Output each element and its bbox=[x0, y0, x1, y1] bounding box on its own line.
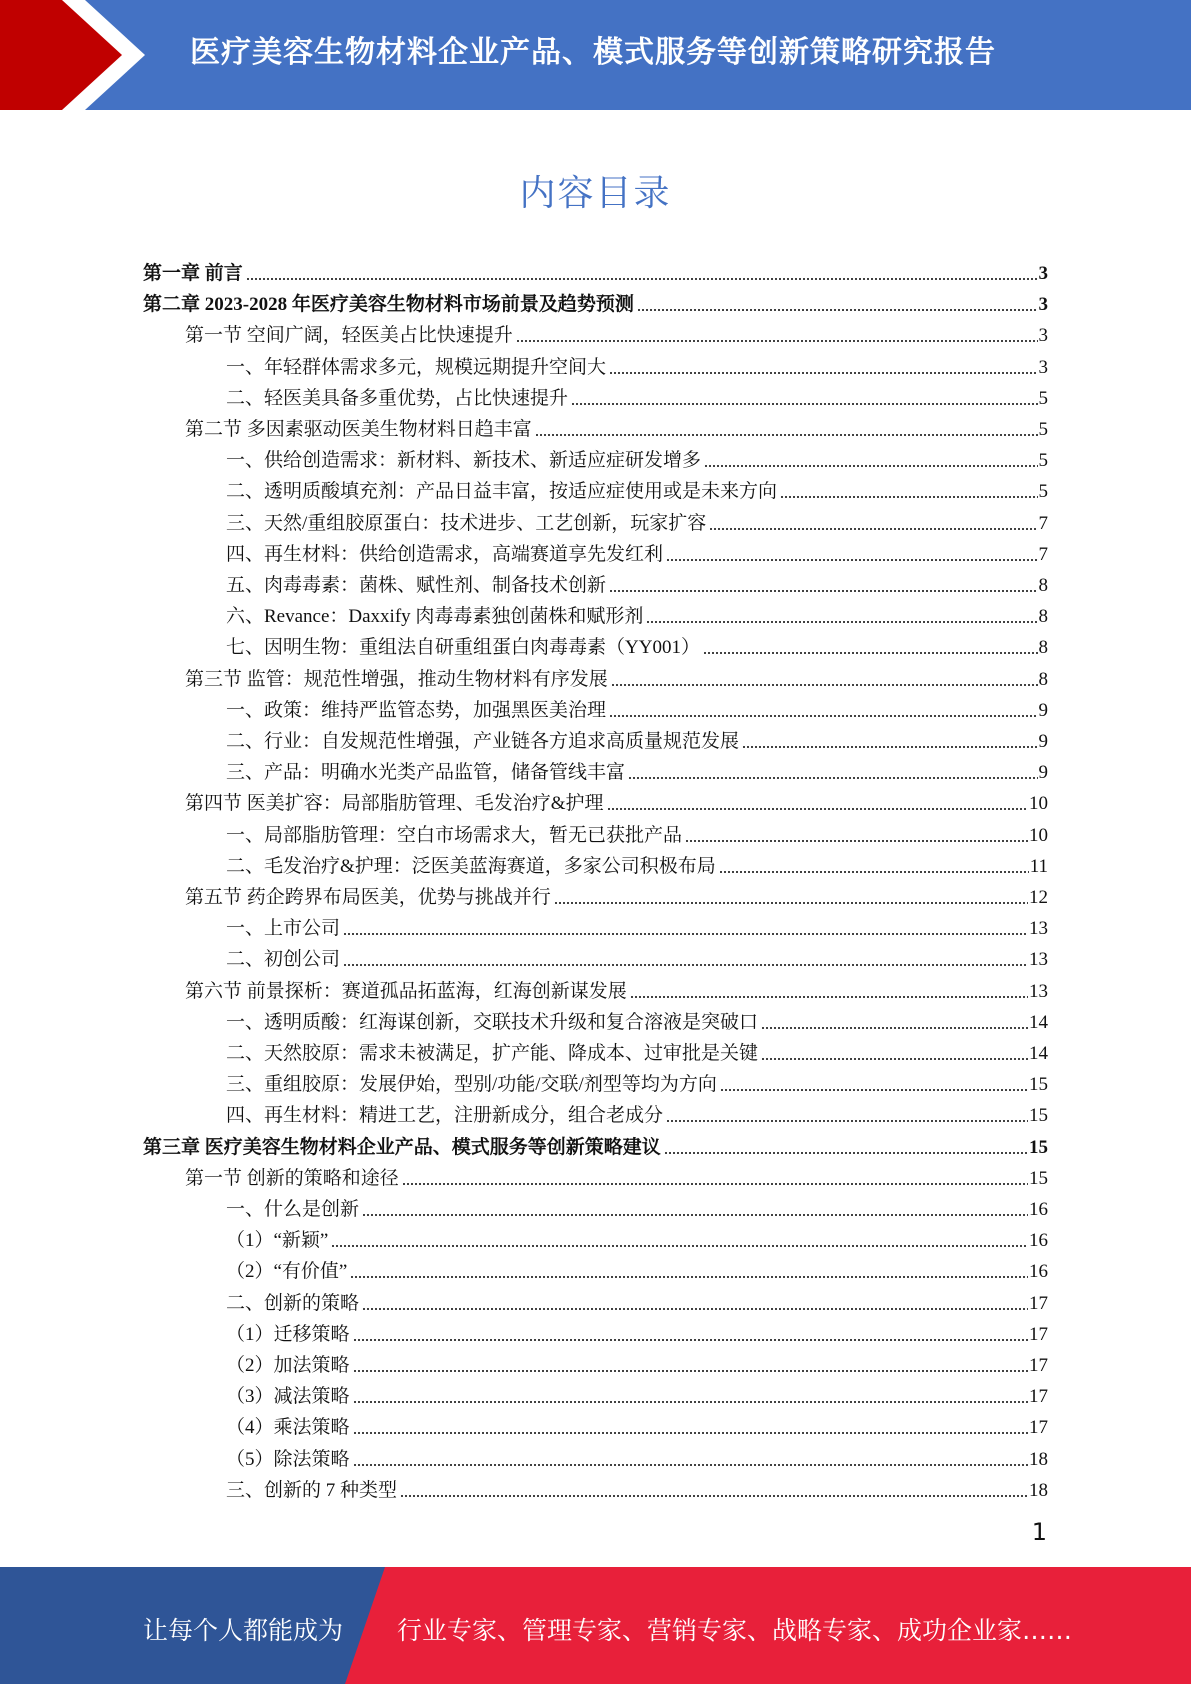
toc-dot-leader bbox=[343, 933, 1028, 935]
toc-entry[interactable] bbox=[226, 1065, 1048, 1096]
toc-dot-leader bbox=[719, 871, 1029, 873]
toc-dot-leader bbox=[350, 1276, 1028, 1278]
toc-entry-page: 15 bbox=[1029, 1074, 1048, 1096]
toc-entry-title: 三、天然/重组胶原蛋白：技术进步、工艺创新，玩家扩容 bbox=[226, 512, 707, 534]
toc-dot-leader bbox=[353, 1401, 1028, 1403]
toc-entry[interactable] bbox=[226, 1034, 1048, 1065]
toc-entry[interactable] bbox=[226, 753, 1048, 784]
toc-entry-page: 17 bbox=[1029, 1417, 1048, 1439]
toc-dot-leader bbox=[704, 465, 1037, 467]
toc-dot-leader bbox=[761, 1058, 1028, 1060]
toc-entry[interactable] bbox=[226, 1221, 1048, 1252]
toc-entry[interactable] bbox=[226, 1346, 1048, 1377]
toc-dot-leader bbox=[630, 996, 1028, 998]
toc-entry-page: 7 bbox=[1038, 512, 1048, 534]
toc-entry-page: 10 bbox=[1029, 824, 1048, 846]
toc-dot-leader bbox=[353, 1464, 1028, 1466]
toc-dot-leader bbox=[720, 1089, 1028, 1091]
toc-entry-title: 一、上市公司 bbox=[226, 918, 341, 940]
toc-entry[interactable] bbox=[226, 1252, 1048, 1283]
footer-slogan-left: 让每个人都能成为 bbox=[143, 1616, 344, 1645]
report-title: 医疗美容生物材料企业产品、模式服务等创新策略研究报告 bbox=[190, 35, 996, 70]
toc-entry-page: 9 bbox=[1038, 699, 1048, 721]
toc-entry[interactable] bbox=[226, 597, 1048, 628]
toc-dot-leader bbox=[402, 1183, 1028, 1185]
toc-dot-leader bbox=[628, 777, 1037, 779]
toc-entry-title: 第三节 监管：规范性增强，推动生物材料有序发展 bbox=[185, 668, 608, 690]
toc-entry-title: 七、因明生物：重组法自研重组蛋白肉毒毒素（YY001） bbox=[226, 637, 700, 659]
toc-entry[interactable] bbox=[226, 348, 1048, 379]
toc-dot-leader bbox=[666, 559, 1037, 561]
toc-entry-page: 16 bbox=[1029, 1230, 1048, 1252]
toc-dot-leader bbox=[516, 340, 1038, 342]
toc-entry-title: 二、行业：自发规范性增强，产业链各方追求高质量规范发展 bbox=[226, 731, 740, 752]
toc-entry[interactable] bbox=[226, 1471, 1048, 1502]
toc-entry[interactable] bbox=[143, 285, 1048, 316]
toc-entry-title: 第二节 多因素驱动医美生物材料日趋丰富 bbox=[185, 419, 532, 440]
toc-entry-page: 17 bbox=[1029, 1292, 1048, 1314]
toc-entry[interactable] bbox=[143, 254, 1048, 285]
toc-entry-page: 17 bbox=[1029, 1355, 1048, 1376]
toc-entry-page: 5 bbox=[1038, 419, 1048, 440]
toc-entry[interactable] bbox=[226, 1003, 1048, 1034]
toc-entry-title: 第二章 2023-2028 年医疗美容生物材料市场前景及趋势预测 bbox=[143, 294, 634, 316]
toc-entry[interactable] bbox=[226, 379, 1048, 410]
toc-dot-leader bbox=[742, 746, 1037, 748]
toc-entry-page: 17 bbox=[1029, 1386, 1048, 1408]
toc-dot-leader bbox=[362, 1308, 1028, 1310]
toc-entry[interactable] bbox=[226, 566, 1048, 597]
toc-dot-leader bbox=[780, 496, 1037, 498]
toc-entry-page: 8 bbox=[1038, 575, 1048, 596]
toc-entry-title: 第一节 创新的策略和途径 bbox=[185, 1167, 399, 1189]
toc-entry-title: 二、天然胶原：需求未被满足，扩产能、降成本、过审批是关键 bbox=[226, 1043, 759, 1064]
toc-entry-title: 一、政策：维持严监管态势，加强黑医美治理 bbox=[226, 699, 607, 721]
toc-entry-page: 5 bbox=[1038, 481, 1048, 503]
toc-entry[interactable] bbox=[226, 1315, 1048, 1346]
toc-entry[interactable] bbox=[226, 722, 1048, 753]
toc-dot-leader bbox=[353, 1432, 1028, 1434]
toc-entry[interactable] bbox=[185, 972, 1048, 1003]
toc-dot-leader bbox=[554, 902, 1028, 904]
toc-entry[interactable] bbox=[185, 660, 1048, 691]
toc-entry-page: 3 bbox=[1038, 294, 1048, 316]
toc-entry-page: 10 bbox=[1029, 793, 1048, 815]
toc-entry-title: 第四节 医美扩容：局部脂肪管理、毛发治疗&护理 bbox=[185, 793, 604, 815]
toc-entry-title: 一、局部脂肪管理：空白市场需求大，暂无已获批产品 bbox=[226, 824, 683, 846]
toc-entry-title: （1）“新颖” bbox=[226, 1230, 329, 1252]
toc-dot-leader bbox=[362, 1214, 1028, 1216]
toc-dot-leader bbox=[607, 808, 1028, 810]
toc-entry[interactable] bbox=[185, 878, 1048, 909]
toc-entry[interactable] bbox=[143, 1128, 1048, 1159]
toc-entry-title: 二、初创公司 bbox=[226, 949, 341, 971]
page-number: 1 bbox=[1031, 1518, 1047, 1546]
toc-entry-page: 15 bbox=[1029, 1136, 1048, 1158]
toc-dot-leader bbox=[400, 1495, 1028, 1497]
toc-entry[interactable] bbox=[226, 940, 1048, 971]
toc-entry-page: 16 bbox=[1029, 1261, 1048, 1283]
toc-entry-title: 二、创新的策略 bbox=[226, 1292, 360, 1314]
toc-entry[interactable] bbox=[226, 691, 1048, 722]
toc-dot-leader bbox=[609, 715, 1037, 717]
toc-dot-leader bbox=[353, 1339, 1028, 1341]
toc-entry-page: 9 bbox=[1038, 731, 1048, 752]
toc-dot-leader bbox=[611, 684, 1038, 686]
toc-entry[interactable] bbox=[226, 1408, 1048, 1439]
toc-entry-title: 第一节 空间广阔，轻医美占比快速提升 bbox=[185, 325, 513, 347]
toc-entry-page: 3 bbox=[1038, 263, 1048, 284]
toc-dot-leader bbox=[664, 1152, 1028, 1154]
toc-entry-page: 11 bbox=[1029, 855, 1048, 877]
toc-entry-page: 3 bbox=[1038, 325, 1048, 347]
toc-dot-leader bbox=[535, 434, 1038, 436]
toc-entry-page: 8 bbox=[1038, 637, 1048, 659]
toc-dot-leader bbox=[331, 1245, 1028, 1247]
toc-entry-title: （4）乘法策略 bbox=[226, 1417, 350, 1439]
toc-entry[interactable] bbox=[226, 472, 1048, 503]
toc-entry-title: 二、毛发治疗&护理：泛医美蓝海赛道，多家公司积极布局 bbox=[226, 855, 716, 877]
toc-entry-title: 五、肉毒毒素：菌株、赋性剂、制备技术创新 bbox=[226, 575, 607, 596]
toc-entry-page: 8 bbox=[1038, 668, 1048, 690]
toc-entry-title: 一、什么是创新 bbox=[226, 1199, 360, 1220]
toc-entry-title: 三、重组胶原：发展伊始，型别/功能/交联/剂型等均为方向 bbox=[226, 1074, 717, 1096]
toc-dot-leader bbox=[709, 528, 1037, 530]
toc-entry-title: （3）减法策略 bbox=[226, 1386, 350, 1408]
toc-dot-leader bbox=[666, 1120, 1028, 1122]
toc-entry-title: 四、再生材料：供给创造需求，高端赛道享先发红利 bbox=[226, 543, 664, 565]
toc-entry[interactable] bbox=[185, 316, 1048, 347]
toc-entry[interactable] bbox=[226, 1284, 1048, 1315]
toc-entry-page: 16 bbox=[1029, 1199, 1048, 1220]
toc-dot-leader bbox=[343, 964, 1028, 966]
toc-entry-page: 17 bbox=[1029, 1323, 1048, 1345]
toc-entry-title: 第五节 药企跨界布局医美，优势与挑战并行 bbox=[185, 887, 551, 908]
toc-entry[interactable] bbox=[185, 784, 1048, 815]
toc-entry[interactable] bbox=[226, 1440, 1048, 1471]
toc-dot-leader bbox=[703, 652, 1038, 654]
toc-entry-title: 二、透明质酸填充剂：产品日益丰富，按适应症使用或是未来方向 bbox=[226, 481, 778, 503]
toc-entry-title: 第六节 前景探析：赛道孤品拓蓝海，红海创新谋发展 bbox=[185, 980, 627, 1002]
toc-entry[interactable] bbox=[226, 535, 1048, 566]
toc-entry-title: （2）“有价值” bbox=[226, 1261, 348, 1283]
toc-dot-leader bbox=[609, 590, 1037, 592]
toc-entry-page: 5 bbox=[1038, 450, 1048, 472]
toc-entry-page: 15 bbox=[1029, 1105, 1048, 1127]
toc-entry-title: 六、Revance：Daxxify 肉毒毒素独创菌株和赋形剂 bbox=[226, 606, 644, 628]
toc-entry[interactable] bbox=[185, 1159, 1048, 1190]
toc-entry-title: 第一章 前言 bbox=[143, 263, 243, 284]
toc-entry-page: 14 bbox=[1029, 1011, 1048, 1033]
page-footer bbox=[0, 1567, 1191, 1684]
toc-entry-page: 9 bbox=[1038, 762, 1048, 784]
toc-entry-page: 14 bbox=[1029, 1043, 1048, 1064]
toc-entry-title: 三、产品：明确水光类产品监管，储备管线丰富 bbox=[226, 762, 626, 784]
toc-entry-page: 8 bbox=[1038, 606, 1048, 628]
toc-entry-page: 15 bbox=[1029, 1167, 1048, 1189]
toc-entry[interactable] bbox=[226, 1190, 1048, 1221]
toc-entry[interactable] bbox=[226, 504, 1048, 535]
toc-entry-title: 一、透明质酸：红海谋创新，交联技术升级和复合溶液是突破口 bbox=[226, 1011, 759, 1033]
toc-dot-leader bbox=[761, 1027, 1028, 1029]
toc-entry[interactable] bbox=[226, 909, 1048, 940]
toc-entry-title: 一、供给创造需求：新材料、新技术、新适应症研发增多 bbox=[226, 450, 702, 472]
toc-entry-page: 13 bbox=[1029, 980, 1048, 1002]
toc-entry-page: 18 bbox=[1029, 1479, 1048, 1501]
page-header bbox=[0, 0, 1191, 110]
toc-entry-page: 12 bbox=[1029, 887, 1048, 908]
toc-heading: 内容目录 bbox=[519, 173, 672, 214]
footer-slogan-right: 行业专家、管理专家、营销专家、战略专家、成功企业家…… bbox=[397, 1616, 1073, 1645]
toc-entry[interactable] bbox=[226, 628, 1048, 659]
toc-entry-page: 13 bbox=[1029, 949, 1048, 971]
toc-entry[interactable] bbox=[226, 847, 1048, 878]
toc-dot-leader bbox=[571, 403, 1037, 405]
toc-entry-title: 二、轻医美具备多重优势，占比快速提升 bbox=[226, 387, 569, 409]
toc-entry-title: 一、年轻群体需求多元，规模远期提升空间大 bbox=[226, 356, 607, 378]
toc-entry-title: （1）迁移策略 bbox=[226, 1323, 350, 1345]
toc-entry-title: （2）加法策略 bbox=[226, 1355, 350, 1376]
toc-entry[interactable] bbox=[185, 410, 1048, 441]
toc-dot-leader bbox=[637, 309, 1038, 311]
toc-entry[interactable] bbox=[226, 1096, 1048, 1127]
toc-entry-page: 13 bbox=[1029, 918, 1048, 940]
toc-entry-title: （5）除法策略 bbox=[226, 1448, 350, 1470]
toc-entry[interactable] bbox=[226, 816, 1048, 847]
toc-dot-leader bbox=[646, 621, 1037, 623]
toc-dot-leader bbox=[246, 278, 1038, 280]
toc-entry-title: 四、再生材料：精进工艺，注册新成分，组合老成分 bbox=[226, 1105, 664, 1127]
toc-entry[interactable] bbox=[226, 441, 1048, 472]
toc-entry-title: 第三章 医疗美容生物材料企业产品、模式服务等创新策略建议 bbox=[143, 1136, 661, 1158]
toc-entry-page: 7 bbox=[1038, 543, 1048, 565]
toc-entry-title: 三、创新的 7 种类型 bbox=[226, 1479, 398, 1501]
toc-dot-leader bbox=[685, 840, 1028, 842]
toc-dot-leader bbox=[609, 372, 1037, 374]
toc-entry-page: 5 bbox=[1038, 387, 1048, 409]
toc-entry[interactable] bbox=[226, 1377, 1048, 1408]
toc-entry-page: 3 bbox=[1038, 356, 1048, 378]
toc-dot-leader bbox=[353, 1370, 1028, 1372]
toc-entry-page: 18 bbox=[1029, 1448, 1048, 1470]
